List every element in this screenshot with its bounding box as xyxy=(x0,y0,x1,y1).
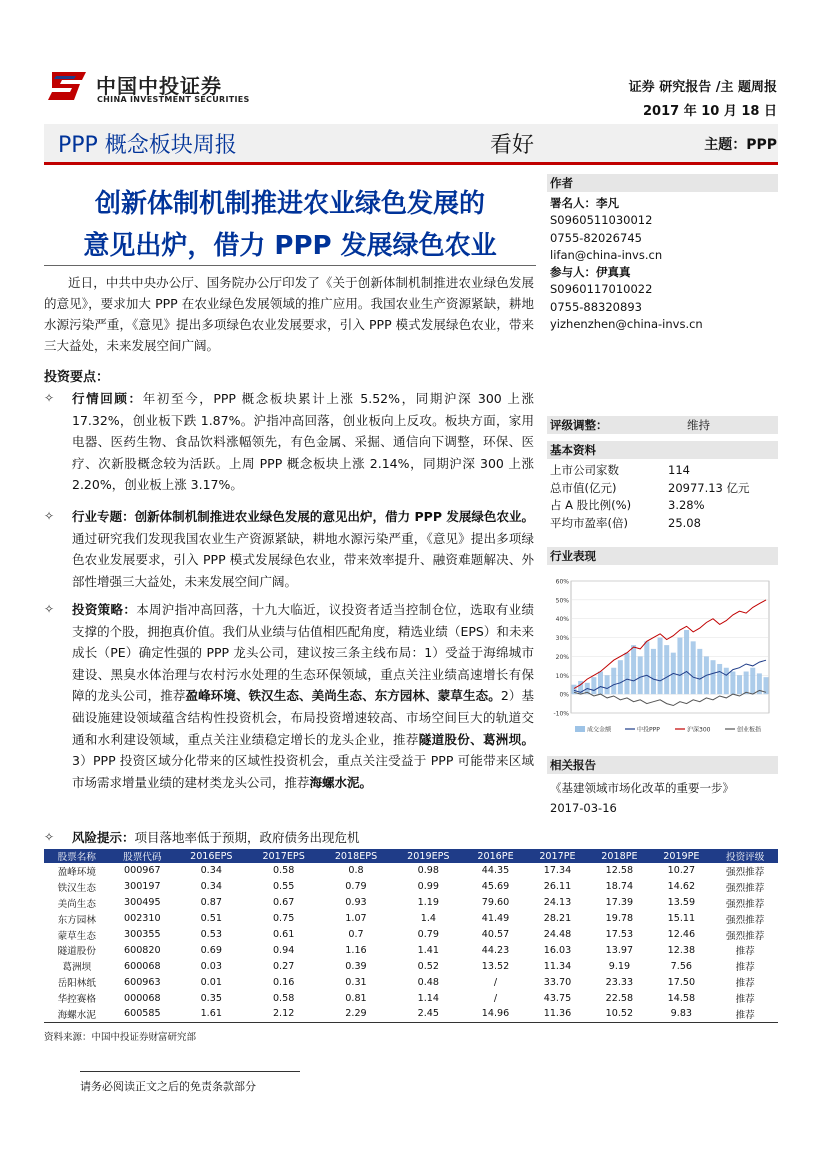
table-cell: 12.58 xyxy=(605,865,634,877)
table-cell: 002310 xyxy=(124,913,161,925)
market-review-head: 行情回顾： xyxy=(72,391,143,406)
title-line-2: 意见出炉，借力 PPP 发展绿色农业 xyxy=(83,231,497,261)
footer-divider xyxy=(80,1071,300,1072)
volume-bar xyxy=(618,660,623,694)
table-cell: 强烈推荐 xyxy=(725,866,765,878)
table-header-cell: 2019PE xyxy=(650,849,712,863)
table-cell: 推荐 xyxy=(735,994,755,1006)
table-cell: 推荐 xyxy=(712,1006,778,1022)
table-cell: 0.31 xyxy=(345,976,367,988)
legend-label: 创业板指 xyxy=(737,726,762,734)
table-header-cell: 2016PE xyxy=(465,849,527,863)
table-cell: 1.41 xyxy=(417,944,440,956)
table-cell: 0.69 xyxy=(200,944,222,956)
diamond-bullet-icon: ✧ xyxy=(44,830,55,844)
table-cell: 0.79 xyxy=(417,929,440,940)
table-cell: 40.57 xyxy=(481,929,510,940)
table-cell: 强烈推荐 xyxy=(725,882,765,894)
table-cell: 1.4 xyxy=(420,913,436,925)
table-cell: 0.58 xyxy=(272,865,295,877)
volume-bar xyxy=(730,672,735,695)
table-row xyxy=(44,911,778,927)
page-title xyxy=(44,183,536,267)
table-cell: 美尚生态 xyxy=(57,898,96,910)
table-cell: 0.55 xyxy=(272,881,295,893)
table-row xyxy=(44,990,778,1006)
strategy-picks-1: 盈峰环境、铁汉生态、美尚生态、东方园林、蒙草生态。 xyxy=(185,688,501,704)
table-cell: 13.52 xyxy=(481,960,510,972)
table-row xyxy=(44,879,778,895)
table-cell: 海螺水泥 xyxy=(44,1006,110,1022)
table-cell: 000967 xyxy=(124,865,161,877)
table-row xyxy=(44,895,778,911)
table-cell: 28.21 xyxy=(543,913,572,925)
table-cell: 600585 xyxy=(110,1006,176,1022)
volume-bar xyxy=(677,638,682,695)
market-review-text: 年初至今，PPP 概念板块累计上涨 5.52%，同期沪深 300 上涨 17.32%，创业板下跌 1.87%。沪指冲高回落，创业板向上反攻。板块方面，家用电器、医药生物、食品饮料涨幅领先，有色金属、采掘、通信向下调整，环保、医疗、次新股概念较为活跃。上周 PPP 概念板块上涨 2.14%，同期沪深 300 上涨 2.20%，创业板上涨 3.17%。 xyxy=(72,391,534,493)
risk-text: 项目落地率低于预期，政府债务出现危机 xyxy=(134,830,360,845)
diamond-bullet-icon: ✧ xyxy=(44,391,55,405)
basic-info-row: 总市值(亿元) 20977.13 亿元 xyxy=(550,480,750,495)
legend-label: 中投PPP xyxy=(637,726,660,734)
related-reports-heading: 相关报告 xyxy=(547,756,778,774)
related-report-date: 2017-03-16 xyxy=(550,801,617,815)
table-header-cell: 2017EPS xyxy=(247,849,319,863)
industry-topic-head: 行业专题：创新体制机制推进农业绿色发展的意见出炉，借力 PPP 发展绿色农业。 xyxy=(72,509,534,524)
y-tick-label: -10% xyxy=(553,710,569,718)
volume-bar xyxy=(638,656,643,694)
table-cell: 41.49 xyxy=(481,913,510,925)
table-cell: 600820 xyxy=(124,944,161,956)
table-row xyxy=(44,974,778,990)
table-cell: 东方园林 xyxy=(57,914,96,926)
diamond-bullet-icon: ✧ xyxy=(44,602,55,616)
author-2-name: 参与人：伊真真 xyxy=(550,265,631,280)
table-cell: 22.58 xyxy=(605,992,634,1004)
volume-bar xyxy=(631,645,636,694)
related-report-item xyxy=(550,778,734,818)
strategy-text-2: 2）基础设施建设领域蕴含结构性投资机会，布局投资增速较高、市场空间巨大的轨道交通和水利建设领域，重点关注业绩稳定增长的龙头企业，推荐 xyxy=(72,688,534,747)
table-row xyxy=(44,942,778,958)
table-cell: 0.7 xyxy=(348,929,364,940)
table-cell: 14.96 xyxy=(465,1006,527,1022)
legend-swatch xyxy=(575,726,585,732)
table-header-cell: 投资评级 xyxy=(712,849,778,863)
table-cell: 600963 xyxy=(124,976,161,988)
table-source: 资料来源：中国中投证券财富研究部 xyxy=(44,1032,197,1043)
table-cell: 26.11 xyxy=(543,881,572,893)
table-cell: 18.74 xyxy=(605,881,634,893)
table-cell: 14.58 xyxy=(667,992,696,1004)
y-tick-label: 50% xyxy=(555,597,569,605)
table-cell: 0.35 xyxy=(200,992,222,1004)
table-cell: 0.39 xyxy=(345,960,367,972)
table-cell: 强烈推荐 xyxy=(725,914,765,926)
table-cell: 600068 xyxy=(124,960,161,972)
volume-bar xyxy=(724,668,729,694)
author-1-email: lifan@china-invs.cn xyxy=(550,247,663,262)
strategy-text-1: 本周沪指冲高回落，十九大临近，议投资者适当控制仓位，选取有业绩支撑的个股，拥抱真价值。我们从业绩与估值相匹配角度，精选业绩（EPS）和未来成长（PE）确定性强的 PPP 龙头公司，建议按三条主线布局：1）受益于海绵城市建设、黑臭水体治理与农村污水处理的生态环保领域，重点关注业绩高速增长有保障的龙头公司，推荐 xyxy=(72,602,534,704)
table-cell: 13.59 xyxy=(667,897,696,909)
volume-bar xyxy=(717,664,722,694)
table-header-row xyxy=(44,849,778,863)
company-name-cn: 中国中投证券 xyxy=(96,74,222,98)
table-cell: 0.58 xyxy=(272,992,295,1004)
table-row xyxy=(44,927,778,943)
author-1-cert: S0960511030012 xyxy=(550,213,653,228)
table-cell: 强烈推荐 xyxy=(725,898,765,910)
volume-bar xyxy=(664,645,669,694)
table-cell: 2.45 xyxy=(392,1006,464,1022)
table-cell: 1.19 xyxy=(417,897,440,909)
volume-bar xyxy=(591,677,596,694)
table-cell: 0.48 xyxy=(417,976,440,988)
y-tick-label: 60% xyxy=(555,578,569,586)
author-1-name: 署名人：李凡 xyxy=(550,196,619,210)
author-2-email: yizhenzhen@china-invs.cn xyxy=(550,317,703,332)
table-cell: 0.87 xyxy=(200,897,222,909)
rating-change-value: 维持 xyxy=(687,418,710,432)
author-2-cert: S0960117010022 xyxy=(550,282,653,297)
table-cell: 000068 xyxy=(124,992,161,1004)
table-header-cell: 股票代码 xyxy=(110,849,176,863)
table-cell: 0.67 xyxy=(272,897,295,909)
table-cell: 推荐 xyxy=(735,946,755,958)
strategy-text-3: 3）PPP 投资区域分化带来的区域性投资机会，重点关注受益于 PPP 可能带来区域市场需求增量业绩的建材类龙头公司，推荐 xyxy=(72,753,534,790)
industry-performance-chart xyxy=(547,573,778,743)
table-cell: 44.35 xyxy=(481,865,510,877)
table-cell: 14.62 xyxy=(667,881,696,893)
y-tick-label: 30% xyxy=(555,635,569,643)
table-cell: 0.94 xyxy=(272,944,295,956)
table-cell: 33.70 xyxy=(543,976,572,988)
author-heading: 作者 xyxy=(547,174,778,192)
table-header-cell: 2016EPS xyxy=(175,849,247,863)
table-cell: 7.56 xyxy=(670,960,693,972)
basic-info-list xyxy=(550,462,775,533)
table-cell: 0.8 xyxy=(348,865,364,877)
bullet-investment-strategy xyxy=(44,599,534,793)
table-cell: 0.99 xyxy=(417,881,440,893)
table-cell: 0.81 xyxy=(345,992,367,1004)
table-cell: 15.11 xyxy=(667,913,696,925)
report-theme: 主题：PPP xyxy=(704,137,777,153)
header-divider xyxy=(44,162,778,165)
legend-label: 成交金额 xyxy=(587,726,612,734)
basic-info-heading: 基本资料 xyxy=(547,441,778,459)
basic-info-row: 平均市盈率(倍) 25.08 xyxy=(550,516,701,531)
table-cell: 17.39 xyxy=(605,897,634,909)
y-tick-label: 40% xyxy=(555,616,569,624)
table-cell: 10.52 xyxy=(588,1006,650,1022)
table-cell: 岳阳林纸 xyxy=(57,978,96,990)
risk-head: 风险提示： xyxy=(72,830,135,845)
table-cell: 0.61 xyxy=(272,929,295,940)
industry-topic-text: 通过研究我们发现我国农业生产资源紧缺，耕地水源污染严重，《意见》提出多项绿色农业发展要求，引入 PPP 模式发展绿色农业，带来效率提升、融资难题解决、外部性增强三大益处，未来发展空间广阔。 xyxy=(72,530,534,589)
industry-performance-heading: 行业表现 xyxy=(547,547,778,565)
table-cell: 0.98 xyxy=(417,865,440,877)
table-cell: 24.48 xyxy=(543,929,572,940)
table-cell: 1.07 xyxy=(345,913,367,925)
y-tick-label: 0% xyxy=(559,691,569,699)
author-2-phone: 0755-88320893 xyxy=(550,299,642,314)
diamond-bullet-icon: ✧ xyxy=(44,509,55,523)
table-cell: 17.50 xyxy=(667,976,696,988)
table-cell: 盈峰环境 xyxy=(57,866,96,878)
table-cell: 44.23 xyxy=(481,944,510,956)
rating-change-label: 评级调整： xyxy=(550,418,608,432)
investment-points-heading: 投资要点： xyxy=(44,370,110,385)
author-1-phone: 0755-82026745 xyxy=(550,230,642,245)
table-cell: / xyxy=(493,976,498,988)
volume-bar xyxy=(644,641,649,694)
table-row xyxy=(44,1006,778,1022)
table-cell: 葛洲坝 xyxy=(62,962,92,974)
table-cell: / xyxy=(493,992,498,1004)
disclaimer-notice: 请务必阅读正文之后的免责条款部分 xyxy=(80,1080,256,1093)
table-cell: 0.03 xyxy=(200,960,222,972)
volume-bar xyxy=(651,649,656,694)
table-cell: 推荐 xyxy=(735,962,755,974)
table-cell: 0.75 xyxy=(272,913,295,925)
report-type: 证券 研究报告 /主 题周报 xyxy=(628,80,777,95)
table-cell: 1.14 xyxy=(417,992,440,1004)
table-cell: 0.51 xyxy=(200,913,222,925)
related-report-title: 《基建领域市场化改革的重要一步》 xyxy=(550,781,734,795)
table-cell: 10.27 xyxy=(667,865,696,877)
volume-bar xyxy=(737,675,742,694)
strategy-head: 投资策略： xyxy=(72,602,137,617)
table-cell: 0.79 xyxy=(345,881,367,893)
table-cell: 17.53 xyxy=(605,929,634,940)
company-name-en: CHINA INVESTMENT SECURITIES xyxy=(97,95,250,104)
strategy-picks-2: 隧道股份、葛洲坝。 xyxy=(418,731,534,747)
table-cell: 300355 xyxy=(124,929,161,940)
industry-rating: 看好 xyxy=(490,133,535,158)
intro-paragraph: 近日，中共中央办公厅、国务院办公厅印发了《关于创新体制机制推进农业绿色发展的意见》，要求加大 PPP 在农业绿色发展领域的推广应用。我国农业生产资源紧缺，耕地水源污染严重，《意见》提出多项绿色农业发展要求，引入 PPP 模式发展绿色农业，带来三大益处，未来发展空间广阔。 xyxy=(44,275,534,353)
table-cell: 23.33 xyxy=(605,976,634,988)
table-cell: 1.61 xyxy=(175,1006,247,1022)
volume-bar xyxy=(744,672,749,695)
table-header-cell: 2018PE xyxy=(588,849,650,863)
table-header-cell: 2017PE xyxy=(526,849,588,863)
report-series: PPP 概念板块周报 xyxy=(58,133,237,158)
table-cell: 0.53 xyxy=(200,929,222,940)
stock-recommendation-table xyxy=(44,849,778,1023)
table-cell: 43.75 xyxy=(543,992,572,1004)
table-cell: 11.34 xyxy=(543,960,572,972)
author-block xyxy=(550,195,703,333)
table-cell: 12.38 xyxy=(667,944,696,956)
legend-label: 沪深300 xyxy=(687,726,711,734)
table-row xyxy=(44,863,778,879)
table-cell: 9.19 xyxy=(608,960,631,972)
table-cell: 16.03 xyxy=(543,944,572,956)
volume-bar xyxy=(684,630,689,694)
table-cell: 19.78 xyxy=(605,913,634,925)
volume-bar xyxy=(697,649,702,694)
table-header-cell: 2018EPS xyxy=(320,849,392,863)
volume-bar xyxy=(750,668,755,694)
table-cell: 强烈推荐 xyxy=(725,930,765,942)
table-cell: 隧道股份 xyxy=(57,946,96,958)
bullet-industry-topic xyxy=(44,506,534,592)
table-cell: 11.36 xyxy=(526,1006,588,1022)
volume-bar xyxy=(611,668,616,694)
basic-info-row: 上市公司家数 114 xyxy=(550,463,690,477)
table-cell: 0.34 xyxy=(200,865,222,877)
table-header-cell: 2019EPS xyxy=(392,849,464,863)
table-cell: 0.93 xyxy=(345,897,367,909)
table-cell: 17.34 xyxy=(543,865,572,877)
strategy-picks-3: 海螺水泥。 xyxy=(309,774,373,790)
table-row xyxy=(44,958,778,974)
title-divider xyxy=(44,265,536,266)
table-cell: 蒙草生态 xyxy=(57,930,96,942)
table-cell: 24.13 xyxy=(543,897,572,909)
table-cell: 9.83 xyxy=(650,1006,712,1022)
bullet-risk xyxy=(44,827,534,849)
volume-bar xyxy=(691,641,696,694)
table-cell: 华控赛格 xyxy=(57,994,96,1006)
table-cell: 13.97 xyxy=(605,944,634,956)
basic-info-row: 占 A 股比例(%) 3.28% xyxy=(550,498,705,513)
table-cell: 79.60 xyxy=(481,897,510,909)
volume-bar xyxy=(605,675,610,694)
table-cell: 45.69 xyxy=(481,881,510,893)
table-cell: 2.29 xyxy=(320,1006,392,1022)
table-cell: 推荐 xyxy=(735,978,755,990)
table-cell: 0.52 xyxy=(417,960,440,972)
volume-bar xyxy=(598,672,603,695)
bullet-market-review xyxy=(44,388,534,496)
table-cell: 0.34 xyxy=(200,881,222,893)
rating-change-row xyxy=(547,416,778,434)
volume-bar xyxy=(711,660,716,694)
table-cell: 12.46 xyxy=(667,929,696,940)
table-cell: 2.12 xyxy=(247,1006,319,1022)
table-cell: 0.27 xyxy=(272,960,295,972)
title-line-1: 创新体制机制推进农业绿色发展的 xyxy=(94,189,485,219)
table-cell: 1.16 xyxy=(345,944,367,956)
table-header-cell: 股票名称 xyxy=(44,849,110,863)
volume-bar xyxy=(658,638,663,695)
report-date: 2017 年 10 月 18 日 xyxy=(643,104,777,119)
table-cell: 铁汉生态 xyxy=(57,882,96,894)
table-cell: 300197 xyxy=(124,881,161,893)
y-tick-label: 10% xyxy=(555,672,569,680)
table-cell: 300495 xyxy=(124,897,161,909)
table-cell: 0.01 xyxy=(200,976,222,988)
volume-bar xyxy=(624,653,629,694)
y-tick-label: 20% xyxy=(555,653,569,661)
company-logo-icon xyxy=(46,70,90,102)
table-cell: 0.16 xyxy=(272,976,295,988)
